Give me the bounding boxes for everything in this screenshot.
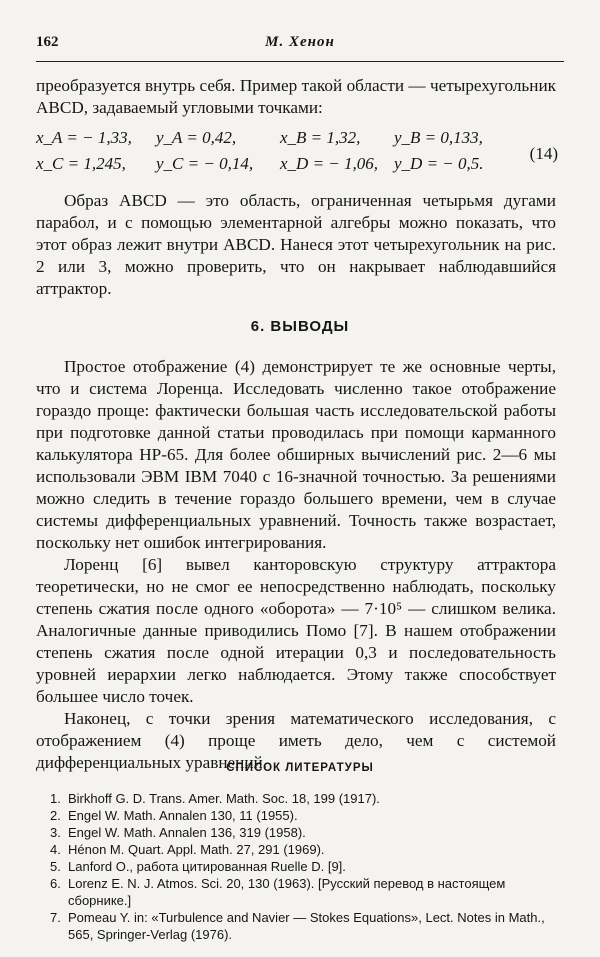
reference-text: Hénon M. Quart. Appl. Math. 27, 291 (1969).	[68, 842, 325, 857]
eq-xd: x_D = − 1,06,	[280, 154, 379, 173]
eq-yd: y_D = − 0,5.	[394, 154, 484, 173]
reference-number: 1.	[50, 791, 61, 806]
reference-text: Lanford O., работа цитированная Ruelle D. [9].	[68, 859, 346, 874]
reference-number: 5.	[50, 859, 61, 874]
page-number: 162	[36, 34, 59, 50]
equation-row-2	[36, 154, 504, 180]
reference-item	[36, 824, 560, 841]
reference-item	[36, 858, 560, 875]
reference-number: 3.	[50, 825, 61, 840]
eq-xb: x_B = 1,32,	[280, 128, 361, 147]
equation-14	[36, 128, 560, 186]
reference-number: 7.	[50, 910, 61, 925]
reference-item	[36, 841, 560, 858]
eq-yb: y_B = 0,133,	[394, 128, 483, 147]
eq-xc: x_C = 1,245,	[36, 154, 126, 173]
image-paragraph	[36, 190, 556, 300]
conclusions-section	[36, 356, 556, 774]
reference-text: Pomeau Y. in: «Turbulence and Navier — Stokes Equations», Lect. Notes in Math., 565, Springer-Verlag (1976).	[68, 910, 545, 942]
conclusion-paragraph-3: Наконец, с точки зрения математического исследования, с отображением (4) проще иметь дело, чем с системой дифференциальных уравнений.	[36, 709, 556, 772]
reference-number: 6.	[50, 876, 61, 891]
equation-number: (14)	[529, 144, 558, 163]
reference-item	[36, 790, 560, 807]
reference-item	[36, 875, 560, 909]
conclusion-paragraph-1: Простое отображение (4) демонстрирует те же основные черты, что и система Лоренца. Исследовать численно такое отображение гораздо проще: фактически большая часть исследовательской работы при подготовке данной статьи проводилась при помощи карманного калькулятора HP-65. Для более обширных вычислений рис. 2—6 мы использовали ЭВМ IBM 7040 с 16-значной точностью. За решениями можно следить в течение гораздо большего времени, чем в случае системы дифференциальных уравнений. Точность также возрастает, поскольку нет ошибок интегрирования.	[36, 357, 556, 552]
eq-yc: y_C = − 0,14,	[156, 154, 254, 173]
reference-number: 4.	[50, 842, 61, 857]
running-author: М. Хенон	[265, 34, 335, 50]
references-heading: СПИСОК ЛИТЕРАТУРЫ	[226, 762, 374, 774]
reference-text: Lorenz E. N. J. Atmos. Sci. 20, 130 (1963). [Русский перевод в настоящем сборнике.]	[68, 876, 506, 908]
references-list	[36, 790, 560, 943]
reference-item	[36, 909, 560, 943]
reference-text: Engel W. Math. Annalen 136, 319 (1958).	[68, 825, 306, 840]
running-header	[36, 34, 564, 56]
header-rule	[36, 61, 564, 62]
equation-row-1	[36, 128, 504, 154]
reference-text: Engel W. Math. Annalen 130, 11 (1955).	[68, 808, 298, 823]
eq-xa: x_A = − 1,33,	[36, 128, 132, 147]
section-heading: 6. ВЫВОДЫ	[250, 318, 350, 335]
intro-paragraph	[36, 75, 556, 119]
reference-item	[36, 807, 560, 824]
conclusion-paragraph-2: Лоренц [6] вывел канторовскую структуру аттрактора теоретически, но не смог ее непосредственно наблюдать, поскольку степень сжатия после одного «оборота» — 7·10⁵ — слишком велика. Аналогичные данные приводились Помо [7]. В нашем отображении степень сжатия после одной итерации 0,3 и последовательность уровней иерархии легко наблюдается. Этому также способствует большее число точек.	[36, 555, 556, 706]
intro-text: преобразуется внутрь себя. Пример такой области — четырехугольник ABCD, задаваемый угловыми точками:	[36, 76, 556, 117]
reference-text: Birkhoff G. D. Trans. Amer. Math. Soc. 18, 199 (1917).	[68, 791, 380, 806]
reference-number: 2.	[50, 808, 61, 823]
eq-ya: y_A = 0,42,	[156, 128, 237, 147]
image-text: Образ ABCD — это область, ограниченная четырьмя дугами парабол, и с помощью элементарной алгебры можно показать, что этот образ лежит внутри ABCD. Нанеся этот четырехугольник на рис. 2 или 3, можно проверить, что он накрывает наблюдавшийся аттрактор.	[36, 191, 556, 298]
